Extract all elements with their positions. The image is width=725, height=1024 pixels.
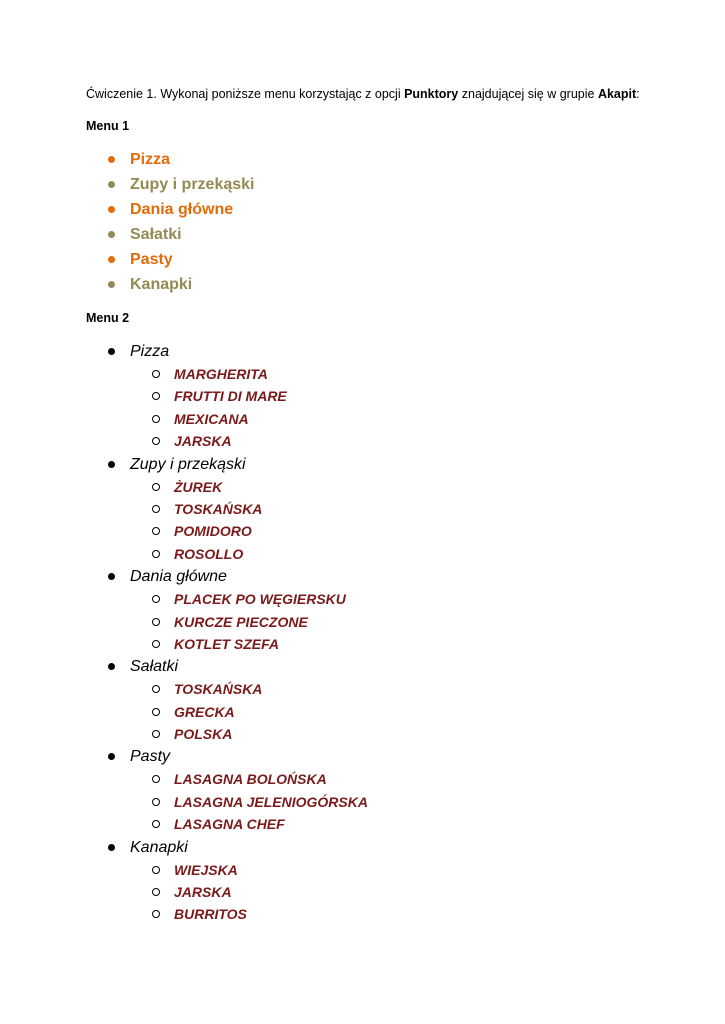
circle-bullet-icon: [152, 392, 160, 400]
menu1-list: [0, 147, 255, 297]
menu2-subitem-label: TOSKAŃSKA: [174, 681, 263, 698]
bullet-icon: [108, 663, 115, 670]
menu2-subitem: [0, 543, 368, 565]
exercise-instruction: [86, 86, 640, 102]
menu2-category-label: Kanapki: [130, 838, 188, 856]
menu1-item: [0, 222, 255, 247]
menu2-subitem: [0, 701, 368, 723]
menu2-subitem-label: POLSKA: [174, 726, 233, 743]
circle-bullet-icon: [152, 685, 160, 693]
menu1-item: [0, 147, 255, 172]
menu2-subitem-label: MEXICANA: [174, 410, 249, 427]
circle-bullet-icon: [152, 708, 160, 716]
menu2-category: [0, 836, 368, 926]
menu2-subitem: [0, 881, 368, 903]
bullet-icon: [108, 461, 115, 468]
menu2-subitem-label: LASAGNA BOLOŃSKA: [174, 771, 327, 788]
menu2-subitem-label: JARSKA: [174, 884, 232, 901]
menu2-subitem: [0, 588, 368, 610]
menu2-category-row: [0, 655, 368, 678]
circle-bullet-icon: [152, 550, 160, 558]
instruction-prefix: Ćwiczenie 1. Wykonaj poniższe menu korzystając z opcji: [86, 87, 405, 101]
menu2-category-label: Sałatki: [130, 658, 179, 676]
menu2-subitem: [0, 430, 368, 452]
menu2-sublist: [0, 678, 368, 745]
menu1-item-label: Sałatki: [130, 226, 182, 243]
menu2-subitem-label: TOSKAŃSKA: [174, 500, 263, 517]
menu2-subitem: [0, 633, 368, 655]
menu2-category: [0, 453, 368, 566]
menu2-category-label: Dania główne: [130, 568, 227, 586]
menu2-category-row: [0, 453, 368, 476]
circle-bullet-icon: [152, 527, 160, 535]
menu2-subitem: [0, 859, 368, 881]
menu2-subitem-label: BURRITOS: [174, 906, 247, 923]
menu2-subitem: [0, 385, 368, 407]
menu1-item: [0, 172, 255, 197]
menu2-category-label: Pasty: [130, 748, 171, 766]
menu2-category: [0, 745, 368, 835]
menu2-category-label: Zupy i przekąski: [130, 455, 246, 473]
circle-bullet-icon: [152, 370, 160, 378]
menu2-subitem-label: WIEJSKA: [174, 861, 238, 878]
bullet-icon: [108, 753, 115, 760]
menu2-subitem-label: ŻUREK: [174, 478, 223, 495]
menu1-item-label: Kanapki: [130, 276, 193, 293]
menu2-subitem: [0, 813, 368, 835]
menu2-subitem-label: FRUTTI DI MARE: [174, 388, 287, 405]
menu2-category: [0, 565, 368, 655]
menu2-sublist: [0, 363, 368, 453]
circle-bullet-icon: [152, 910, 160, 918]
menu2-subitem-label: MARGHERITA: [174, 366, 268, 382]
menu1-heading: Menu 1: [86, 119, 130, 133]
menu2-category-row: [0, 745, 368, 768]
bullet-icon: [108, 256, 115, 263]
instruction-middle: znajdującej się w grupie: [458, 87, 598, 101]
circle-bullet-icon: [152, 888, 160, 896]
menu2-list: [0, 340, 368, 926]
menu2-category-label: Pizza: [130, 343, 170, 360]
bullet-icon: [108, 281, 115, 288]
bullet-icon: [108, 181, 115, 188]
menu2-subitem: [0, 723, 368, 745]
menu2-sublist: [0, 859, 368, 926]
menu2-category-row: [0, 340, 368, 363]
menu1-item-label: Zupy i przekąski: [130, 176, 255, 193]
menu1-item-label: Dania główne: [130, 201, 234, 218]
menu2-subitem-label: LASAGNA JELENIOGÓRSKA: [174, 793, 368, 810]
menu2-subitem-label: KURCZE PIECZONE: [174, 613, 308, 630]
circle-bullet-icon: [152, 730, 160, 738]
menu2-subitem-label: POMIDORO: [174, 523, 252, 540]
menu2-sublist: [0, 476, 368, 566]
circle-bullet-icon: [152, 505, 160, 513]
menu2-sublist: [0, 588, 368, 655]
bullet-icon: [108, 206, 115, 213]
menu2-subitem-label: LASAGNA CHEF: [174, 816, 285, 833]
circle-bullet-icon: [152, 866, 160, 874]
instruction-suffix: :: [636, 87, 640, 101]
menu1-item-label: Pasty: [130, 251, 173, 268]
instruction-bold-punktory: Punktory: [404, 87, 459, 101]
bullet-icon: [108, 156, 115, 163]
menu2-category-row: [0, 836, 368, 859]
bullet-icon: [108, 348, 115, 355]
menu2-sublist: [0, 768, 368, 835]
menu2-subitem: [0, 611, 368, 633]
circle-bullet-icon: [152, 437, 160, 445]
circle-bullet-icon: [152, 640, 160, 648]
menu2-category: [0, 655, 368, 745]
circle-bullet-icon: [152, 820, 160, 828]
menu2-subitem: [0, 903, 368, 925]
menu2-subitem-label: JARSKA: [174, 433, 232, 450]
bullet-icon: [108, 231, 115, 238]
menu2-subitem-label: GRECKA: [174, 703, 235, 720]
menu2-subitem-label: KOTLET SZEFA: [174, 635, 279, 652]
bullet-icon: [108, 844, 115, 851]
menu2-subitem: [0, 678, 368, 700]
menu1-item: [0, 247, 255, 272]
menu1-item: [0, 197, 255, 222]
circle-bullet-icon: [152, 483, 160, 491]
circle-bullet-icon: [152, 798, 160, 806]
circle-bullet-icon: [152, 595, 160, 603]
menu2-category: [0, 340, 368, 453]
menu2-subitem: [0, 791, 368, 813]
menu2-subitem: [0, 498, 368, 520]
menu2-subitem-label: PLACEK PO WĘGIERSKU: [174, 591, 346, 608]
circle-bullet-icon: [152, 618, 160, 626]
instruction-bold-akapit: Akapit: [597, 87, 637, 101]
menu2-subitem: [0, 476, 368, 498]
menu1-item-label: Pizza: [130, 151, 171, 168]
menu1-item: [0, 272, 255, 297]
circle-bullet-icon: [152, 415, 160, 423]
menu2-subitem: [0, 408, 368, 430]
menu2-heading: Menu 2: [86, 311, 130, 325]
menu2-subitem: [0, 768, 368, 790]
menu2-subitem: [0, 363, 368, 385]
menu2-subitem: [0, 520, 368, 542]
bullet-icon: [108, 573, 115, 580]
circle-bullet-icon: [152, 775, 160, 783]
menu2-category-row: [0, 565, 368, 588]
menu2-subitem-label: ROSOLLO: [174, 545, 244, 562]
